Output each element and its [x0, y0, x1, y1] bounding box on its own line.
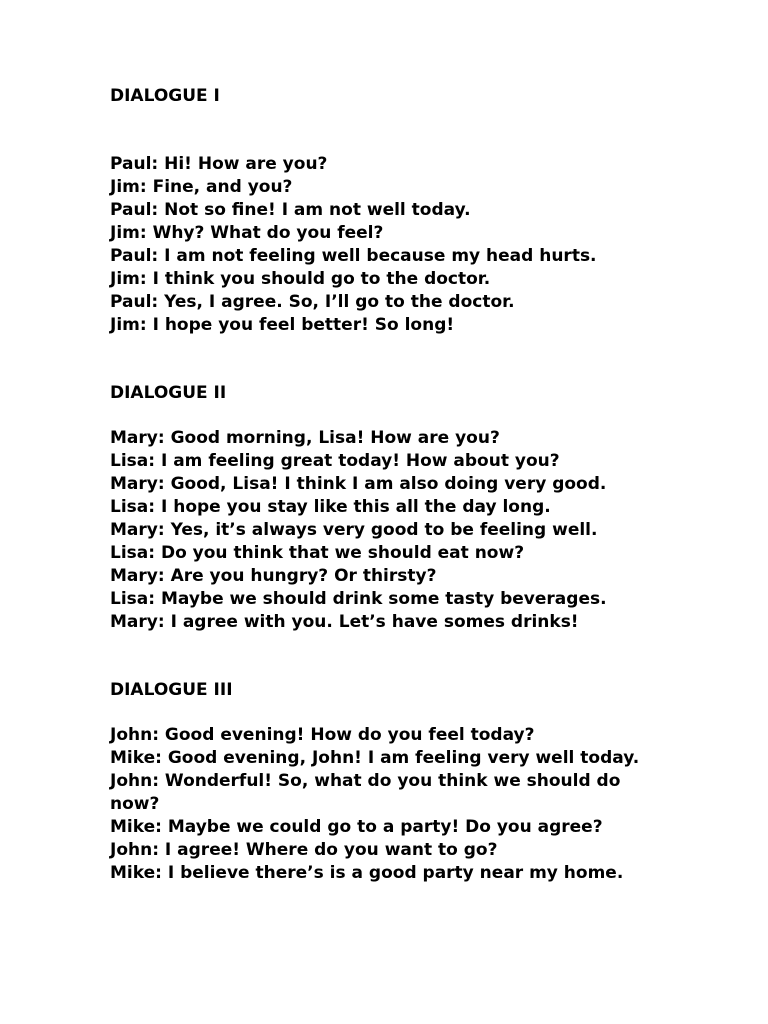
dialogue-title: DIALOGUE III — [110, 680, 233, 700]
dialogue-line: Lisa: I hope you stay like this all the day long. — [110, 497, 551, 517]
dialogue-line: Mike: Maybe we could go to a party! Do you agree? — [110, 817, 603, 837]
dialogue-line: Paul: Yes, I agree. So, I’ll go to the doctor. — [110, 292, 515, 312]
dialogue-section-1 — [110, 85, 710, 337]
dialogue-line: Mike: I believe there’s is a good party near my home. — [110, 863, 624, 883]
dialogue-line: Jim: Fine, and you? — [110, 177, 293, 197]
dialogue-line: Lisa: Do you think that we should eat now? — [110, 543, 525, 563]
dialogue-lines — [110, 427, 710, 634]
dialogue-line: Paul: Not so fine! I am not well today. — [110, 200, 471, 220]
dialogue-title: DIALOGUE I — [110, 86, 220, 106]
dialogue-line: Mary: Are you hungry? Or thirsty? — [110, 566, 437, 586]
dialogue-line: Jim: Why? What do you feel? — [110, 223, 384, 243]
dialogue-line: John: Good evening! How do you feel today? — [110, 725, 535, 745]
dialogue-line: Jim: I hope you feel better! So long! — [110, 315, 455, 335]
dialogue-line: Paul: Hi! How are you? — [110, 154, 328, 174]
dialogue-line: John: Wonderful! So, what do you think we should do now? — [110, 771, 621, 814]
dialogue-line: Mary: Good, Lisa! I think I am also doing very good. — [110, 474, 607, 494]
dialogue-line: Lisa: Maybe we should drink some tasty beverages. — [110, 589, 607, 609]
dialogue-line: Mary: Yes, it’s always very good to be feeling well. — [110, 520, 598, 540]
dialogue-lines — [110, 724, 710, 885]
dialogue-line: Jim: I think you should go to the doctor. — [110, 269, 491, 289]
dialogue-line: Mary: Good morning, Lisa! How are you? — [110, 428, 500, 448]
dialogue-section-2 — [110, 382, 710, 634]
dialogue-line: Lisa: I am feeling great today! How about you? — [110, 451, 560, 471]
dialogue-line: Mary: I agree with you. Let’s have somes drinks! — [110, 612, 579, 632]
dialogue-line: Mike: Good evening, John! I am feeling very well today. — [110, 748, 640, 768]
dialogue-line: Paul: I am not feeling well because my head hurts. — [110, 246, 597, 266]
dialogue-line: John: I agree! Where do you want to go? — [110, 840, 498, 860]
dialogue-section-3 — [110, 679, 710, 885]
dialogue-title: DIALOGUE II — [110, 383, 227, 403]
dialogue-lines — [110, 153, 710, 337]
